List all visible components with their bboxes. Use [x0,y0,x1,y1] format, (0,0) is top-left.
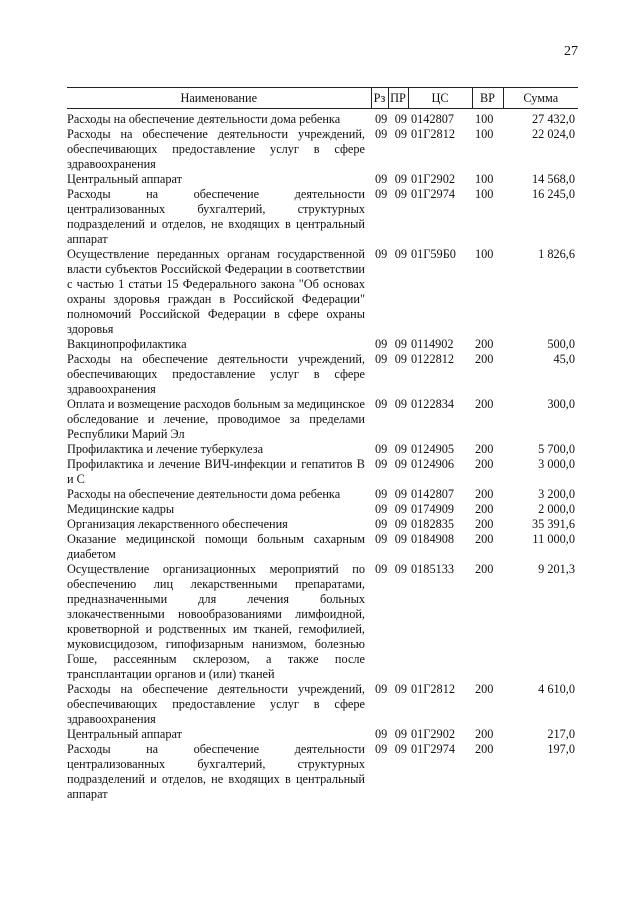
table-row [67,532,578,562]
cell-name: Профилактика и лечение туберкулеза [67,442,264,456]
cell-name: Организация лекарственного обеспечения [67,517,288,531]
cell-sum: 3 200,0 [538,487,575,501]
cell-sum: 16 245,0 [531,187,575,201]
cell-pr: 09 [394,487,407,501]
cell-sum: 3 000,0 [538,457,575,471]
cell-rz: 09 [375,247,388,261]
cell-rz: 09 [375,442,388,456]
cell-cs: 0122812 [411,352,455,366]
cell-vr: 200 [475,742,494,756]
cell-rz: 09 [375,397,388,411]
cell-sum: 217,0 [547,727,575,741]
table-body [67,109,578,803]
cell-sum: 300,0 [547,397,575,411]
cell-pr: 09 [394,727,407,741]
cell-vr: 200 [475,397,494,411]
cell-name: Расходы на обеспечение деятельности дома ребенка [67,487,341,501]
cell-sum: 45,0 [553,352,575,366]
cell-name: Осуществление переданных органам государственной власти субъектов Российской Федерации в соответствии с частью 1 статьи 15 Федерального закона "Об основах охраны здоровья граждан в Российской Федерации" полномочий Российской Федерации в сфере охраны здоровья [67,247,365,336]
cell-pr: 09 [394,532,407,546]
cell-pr: 09 [394,127,407,141]
cell-pr: 09 [394,517,407,531]
cell-cs: 01Г2902 [411,727,455,741]
budget-table [67,87,578,802]
cell-cs: 0114902 [411,337,454,351]
header-sum: Сумма [503,88,578,109]
cell-cs: 01Г2812 [411,127,455,141]
cell-cs: 01Г2974 [411,742,455,756]
cell-name: Центральный аппарат [67,172,182,186]
table-header [67,88,578,109]
table-row [67,742,578,802]
cell-vr: 100 [475,247,494,261]
cell-pr: 09 [394,187,407,201]
cell-rz: 09 [375,727,388,741]
cell-rz: 09 [375,502,388,516]
cell-cs: 0124906 [411,457,455,471]
cell-pr: 09 [394,682,407,696]
cell-vr: 200 [475,337,494,351]
cell-cs: 0142807 [411,487,455,501]
cell-rz: 09 [375,127,388,141]
cell-rz: 09 [375,187,388,201]
cell-sum: 14 568,0 [531,172,575,186]
cell-pr: 09 [394,457,407,471]
cell-sum: 35 391,6 [531,517,575,531]
cell-pr: 09 [394,397,407,411]
cell-sum: 197,0 [547,742,575,756]
cell-pr: 09 [394,172,407,186]
cell-sum: 5 700,0 [538,442,575,456]
cell-name: Оказание медицинской помощи больным сахарным диабетом [67,532,365,561]
cell-rz: 09 [375,742,388,756]
cell-sum: 27 432,0 [531,112,575,126]
table-row [67,562,578,682]
cell-pr: 09 [394,352,407,366]
cell-name: Центральный аппарат [67,727,182,741]
table-row [67,187,578,247]
table-row [67,352,578,397]
cell-vr: 200 [475,532,494,546]
cell-name: Расходы на обеспечение деятельности учреждений, обеспечивающих предоставление услуг в сфере здравоохранения [67,352,365,396]
cell-name: Расходы на обеспечение деятельности учреждений, обеспечивающих предоставление услуг в сфере здравоохранения [67,682,365,726]
cell-cs: 01Г2812 [411,682,455,696]
cell-rz: 09 [375,517,388,531]
cell-cs: 0174909 [411,502,455,516]
page-number: 27 [564,44,578,59]
cell-name: Оплата и возмещение расходов больным за медицинское обследование и лечение, проводимое за пределами Республики Марий Эл [67,397,365,441]
table-row [67,127,578,172]
cell-vr: 200 [475,457,494,471]
cell-rz: 09 [375,562,388,576]
cell-vr: 200 [475,442,494,456]
cell-vr: 200 [475,352,494,366]
cell-name: Расходы на обеспечение деятельности дома ребенка [67,112,341,126]
cell-name: Профилактика и лечение ВИЧ-инфекции и гепатитов В и С [67,457,365,486]
cell-vr: 100 [475,112,494,126]
cell-pr: 09 [394,112,407,126]
cell-vr: 200 [475,727,494,741]
cell-sum: 22 024,0 [531,127,575,141]
cell-cs: 0122834 [411,397,455,411]
cell-vr: 200 [475,682,494,696]
cell-sum: 1 826,6 [538,247,575,261]
cell-sum: 4 610,0 [538,682,575,696]
cell-sum: 2 000,0 [538,502,575,516]
cell-pr: 09 [394,442,407,456]
cell-sum: 9 201,3 [538,562,575,576]
cell-name: Осуществление организационных мероприятий по обеспечению лиц лекарственными препаратами, предназначенными для лечения больных злокачественными новообразованиями лимфоидной, кроветворной и родственных им тканей, гемофилией, муковисцидозом, гипофизарным нанизмом, болезнью Гоше, рассеянным склерозом, а также после трансплантации органов и (или) тканей [67,562,365,681]
table-row [67,337,578,352]
cell-cs: 0182835 [411,517,455,531]
table-row [67,109,578,128]
cell-sum: 500,0 [547,337,575,351]
cell-vr: 200 [475,517,494,531]
cell-sum: 11 000,0 [532,532,575,546]
table-row [67,247,578,337]
cell-pr: 09 [394,502,407,516]
cell-pr: 09 [394,247,407,261]
header-name: Наименование [67,88,371,109]
cell-rz: 09 [375,352,388,366]
cell-rz: 09 [375,337,388,351]
cell-cs: 01Г59Б0 [411,247,456,261]
cell-rz: 09 [375,112,388,126]
cell-vr: 100 [475,187,494,201]
table-row [67,727,578,742]
cell-name: Расходы на обеспечение деятельности централизованных бухгалтерий, структурных подразделений и отделов, не входящих в центральный аппарат [67,742,365,801]
cell-name: Расходы на обеспечение деятельности централизованных бухгалтерий, структурных подразделений и отделов, не входящих в центральный аппарат [67,187,365,246]
cell-cs: 0185133 [411,562,455,576]
cell-cs: 01Г2974 [411,187,455,201]
table-row [67,682,578,727]
header-pr: ПР [388,88,408,109]
cell-rz: 09 [375,487,388,501]
cell-rz: 09 [375,457,388,471]
table-row [67,517,578,532]
cell-pr: 09 [394,337,407,351]
table-row [67,442,578,457]
cell-vr: 100 [475,172,494,186]
cell-vr: 100 [475,127,494,141]
cell-rz: 09 [375,532,388,546]
table-row [67,487,578,502]
table-row [67,502,578,517]
cell-cs: 0184908 [411,532,455,546]
cell-cs: 0124905 [411,442,455,456]
cell-name: Медицинские кадры [67,502,175,516]
cell-cs: 0142807 [411,112,455,126]
cell-pr: 09 [394,742,407,756]
cell-name: Вакцинопрофилактика [67,337,187,351]
header-cs: ЦС [408,88,472,109]
cell-cs: 01Г2902 [411,172,455,186]
header-vr: ВР [472,88,503,109]
cell-vr: 200 [475,562,494,576]
cell-vr: 200 [475,487,494,501]
cell-rz: 09 [375,682,388,696]
table-row [67,397,578,442]
cell-rz: 09 [375,172,388,186]
header-rz: Рз [371,88,388,109]
cell-vr: 200 [475,502,494,516]
cell-name: Расходы на обеспечение деятельности учреждений, обеспечивающих предоставление услуг в сфере здравоохранения [67,127,365,171]
table-row [67,172,578,187]
cell-pr: 09 [394,562,407,576]
table-row [67,457,578,487]
